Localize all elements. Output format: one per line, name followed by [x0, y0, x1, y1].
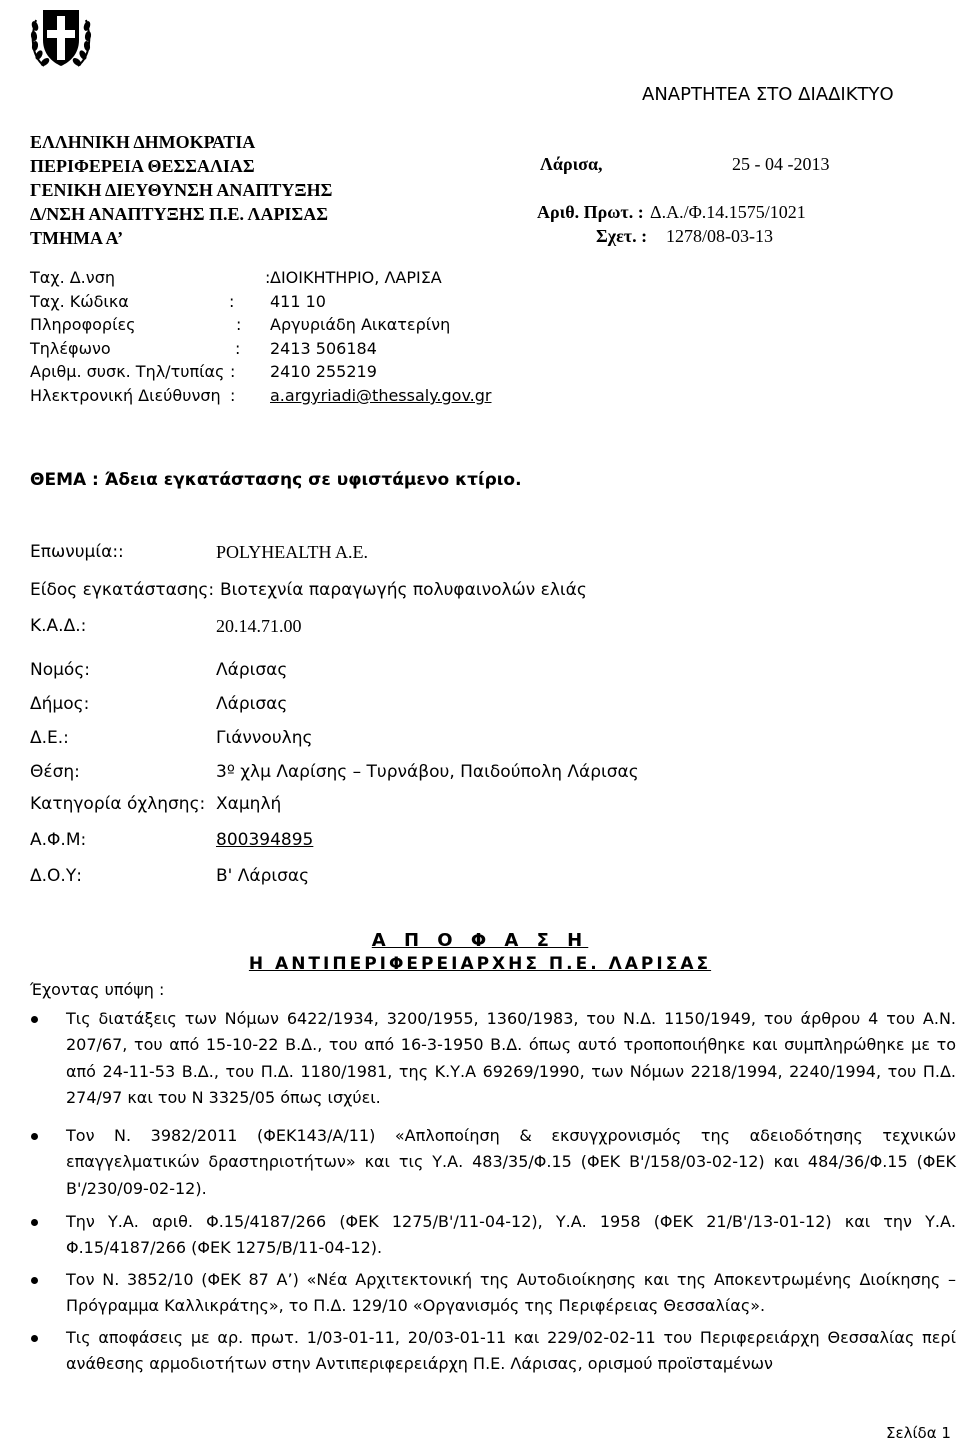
de-label: Δ.Ε.:	[30, 728, 69, 748]
nomos-label: Νομός:	[30, 660, 91, 680]
thesi-label: Θέση:	[30, 762, 80, 782]
afm-value: 800394895	[216, 830, 314, 850]
bullet-dot	[31, 1335, 38, 1342]
organisation-block	[30, 130, 332, 250]
type-label: Είδος εγκατάστασης:	[30, 580, 215, 600]
de-value: Γιάννουλης	[216, 728, 313, 748]
contact-label: Ηλεκτρονική Διεύθυνση	[30, 385, 221, 405]
contact-row: Τηλέφωνο : 2413 506184	[30, 337, 224, 361]
org-line: ΠΕΡΙΦΕΡΕΙΑ ΘΕΣΣΑΛΙΑΣ	[30, 156, 255, 176]
category-value: Χαμηλή	[216, 794, 282, 814]
org-line: ΕΛΛΗΝΙΚΗ ΔΗΜΟΚΡΑΤΙΑ	[30, 132, 256, 152]
decision-title: Α Π Ο Φ Α Σ Η	[371, 930, 589, 951]
contact-label: Αριθμ. συσκ. Τηλ/τυπίας	[30, 362, 225, 382]
contact-value: 411 10	[270, 291, 326, 311]
page-number: Σελίδα 1	[886, 1424, 951, 1442]
contact-label: Ταχ. Δ.νση	[30, 268, 115, 287]
contact-value: 2410 255219	[270, 362, 377, 382]
org-line: Δ/ΝΣΗ ΑΝΑΠΤΥΞΗΣ Π.Ε. ΛΑΡΙΣΑΣ	[30, 204, 328, 224]
email-link[interactable]: a.argyriadi@thessaly.gov.gr	[270, 385, 492, 405]
afm-label: Α.Φ.Μ:	[30, 830, 87, 850]
org-line: ΤΜΗΜΑ Α’	[30, 228, 124, 248]
considering-label: Έχοντας υπόψη :	[30, 980, 165, 999]
name-value: POLYHEALTH A.E.	[216, 542, 369, 562]
protocol-label: Αριθ. Πρωτ. :	[537, 202, 644, 222]
type-value: Βιοτεχνία παραγωγής πολυφαινολών ελιάς	[220, 580, 587, 600]
list-item: Την Υ.Α. αριθ. Φ.15/4187/266 (ΦΕΚ 1275/Β'/11-04-12), Υ.Α. 1958 (ΦΕΚ 21/Β'/13-01-12) και την Υ.Α. Φ.15/4187/266 (ΦΕΚ 1275/Β/11-04-12).	[66, 1212, 956, 1258]
bullet-dot	[31, 1277, 38, 1284]
contact-value: 2413 506184	[270, 338, 377, 358]
reference-label: Σχετ. :	[596, 226, 648, 246]
list-item: Τον Ν. 3982/2011 (ΦΕΚ143/Α/11) «Απλοποίηση & εκσυγχρονισμός της αδειοδότησης τεχνικών επαγγελματικών δραστηριοτήτων» και τις Υ.Α. 483/35/Φ.15 (ΦΕΚ Β'/158/03-02-12) και 484/36/Φ.15 (ΦΕΚ Β'/230/09-02-12).	[66, 1126, 956, 1198]
category-label: Κατηγορία όχλησης:	[30, 794, 206, 814]
protocol-number: Δ.Α./Φ.14.1575/1021	[650, 202, 806, 222]
contact-label: Τηλέφωνο	[30, 338, 111, 358]
bullet-dot	[31, 1219, 38, 1226]
bullet-dot	[31, 1016, 38, 1023]
doy-value: Β' Λάρισας	[216, 866, 310, 886]
org-line: ΓΕΝΙΚΗ ΔΙΕΥΘΥΝΣΗ ΑΝΑΠΤΥΞΗΣ	[30, 180, 333, 200]
nomos-value: Λάρισας	[216, 660, 288, 680]
greek-emblem-icon	[30, 4, 92, 72]
contact-block	[30, 266, 492, 408]
decision-subtitle: Η ΑΝΤΙΠΕΡΙΦΕΡΕΙΑΡΧΗΣ Π.Ε. ΛΑΡΙΣΑΣ	[248, 954, 712, 974]
list-item: Τις αποφάσεις με αρ. πρωτ. 1/03-01-11, 20/03-01-11 και 229/02-02-11 του Περιφερειάρχη Θεσσαλίας περί ανάθεσης αρμοδιοτήτων στην Αντιπεριφερειάρχη Π.Ε. Λάρισας, ορισμού προϊσταμένων	[66, 1328, 956, 1374]
list-item: Τις διατάξεις των Νόμων 6422/1934, 3200/1955, 1360/1983, του Ν.Δ. 1150/1949, του άρθρου 4 του Α.Ν. 207/67, του από 15-10-22 Β.Δ., του από 16-3-1950 Β.Δ. όπως αυτό τροποποιήθηκε και συμπληρώθηκε με το από 24-11-53 Β.Δ., του Π.Δ. 1180/1981, της Κ.Υ.Α 69269/1990, των Νόμων 2218/1994, 2240/1994, του Π.Δ. 274/97 και του Ν 3325/05 όπως ισχύει.	[66, 1009, 956, 1108]
posting-note: ΑΝΑΡΤΗΤΕΑ ΣΤΟ ΔΙΑΔΙΚΤΥΟ	[642, 84, 894, 105]
contact-row: Ηλεκτρονική Διεύθυνση : a.argyriadi@thessaly.gov.gr	[30, 384, 224, 408]
contact-row: Αριθμ. συσκ. Τηλ/τυπίας : 2410 255219	[30, 360, 224, 384]
document-date: 25 - 04 -2013	[732, 154, 830, 174]
dimos-value: Λάρισας	[216, 694, 288, 714]
kad-value: 20.14.71.00	[216, 616, 302, 636]
subject-line: ΘΕΜΑ : Άδεια εγκατάστασης σε υφιστάμενο κτίριο.	[30, 470, 522, 490]
reference-number: 1278/08-03-13	[666, 226, 773, 246]
name-label: Επωνυμία::	[30, 542, 124, 562]
contact-label: Πληροφορίες	[30, 315, 136, 335]
contact-value: ΔΙΟΙΚΗΤΗΡΙΟ, ΛΑΡΙΣΑ	[270, 268, 442, 287]
list-item: Τον Ν. 3852/10 (ΦΕΚ 87 Α’) «Νέα Αρχιτεκτονική της Αυτοδιοίκησης και της Αποκεντρωμένης Διοίκησης – Πρόγραμμα Καλλικράτης», το Π.Δ. 129/10 «Οργανισμός της Περιφέρειας Θεσσαλίας».	[66, 1270, 956, 1316]
kad-label: Κ.Α.Δ.:	[30, 616, 87, 636]
contact-label: Ταχ. Κώδικα	[30, 291, 129, 311]
contact-row: Πληροφορίες : Αργυριάδη Αικατερίνη	[30, 313, 224, 337]
contact-value: Αργυριάδη Αικατερίνη	[270, 315, 451, 335]
dimos-label: Δήμος:	[30, 694, 90, 714]
bullet-dot	[31, 1133, 38, 1140]
thesi-value: 3º χλμ Λαρίσης – Τυρνάβου, Παιδούπολη Λάρισας	[216, 762, 639, 782]
contact-row: Ταχ. Δ.νση : ΔΙΟΙΚΗΤΗΡΙΟ, ΛΑΡΙΣΑ	[30, 266, 224, 290]
contact-row: Ταχ. Κώδικα : 411 10	[30, 290, 224, 314]
place-label: Λάρισα,	[540, 154, 603, 174]
doy-label: Δ.Ο.Υ:	[30, 866, 82, 886]
